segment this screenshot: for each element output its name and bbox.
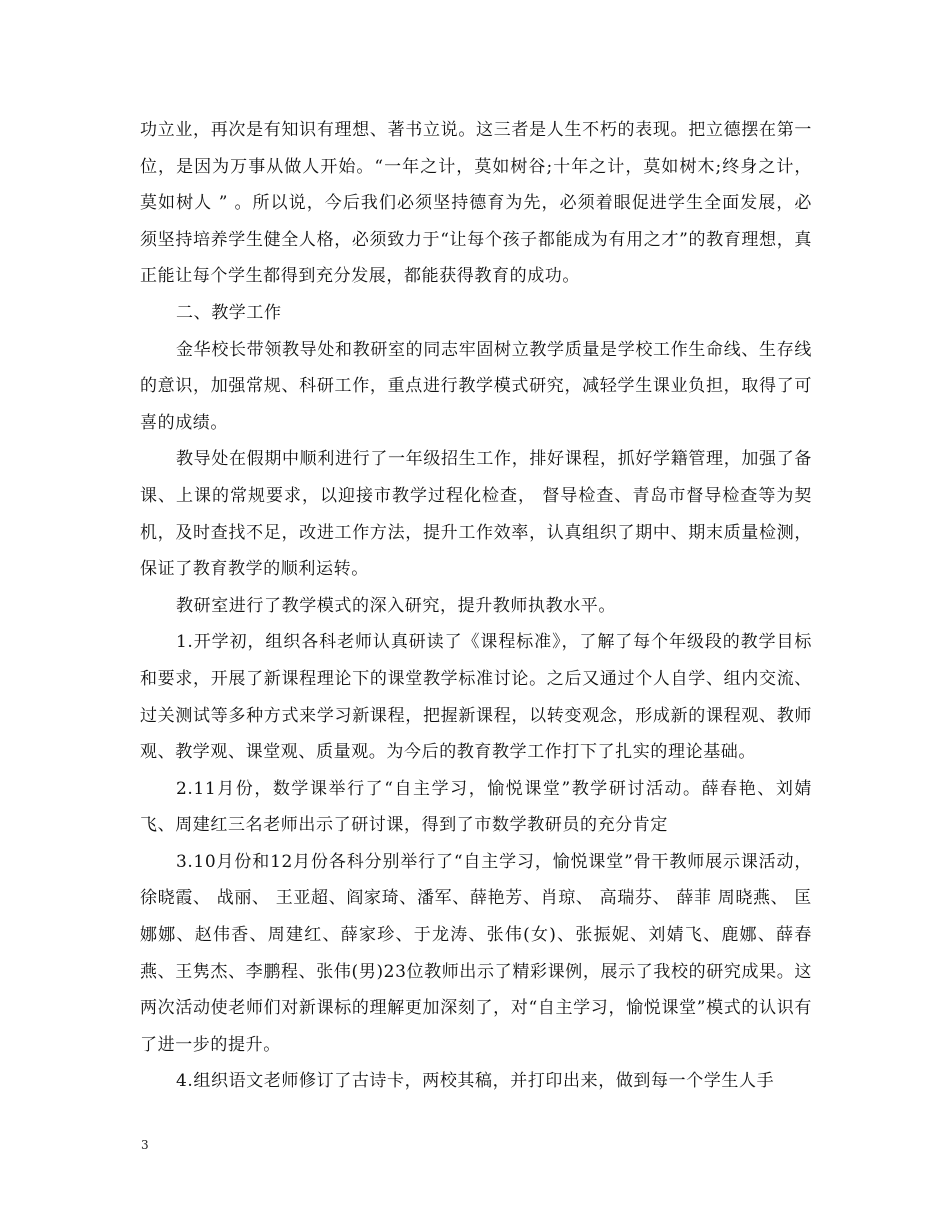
paragraph-1: 功立业，再次是有知识有理想、著书立说。这三者是人生不朽的表现。把立德摆在第一位，是因为万事从做人开始。“一年之计，莫如树谷;十年之计，莫如树木;终身之计，莫如树人 ” 。所以说，今后我们必须坚持德育为先，必须着眼促进学生全面发展，必须坚持培养学生健全人格，必须致力于“让每个孩子都能成为有用之才”的教育理想，真正能让每个学生都得到充分发展，都能获得教育的成功。 <box>140 120 812 287</box>
list-item-2: 2.11月份，数学课举行了“自主学习，愉悦课堂”教学研讨活动。薛春艳、刘婧飞、周建红三名老师出示了研讨课，得到了市数学教研员的充分肯定 <box>140 778 812 836</box>
list-item-4: 4.组织语文老师修订了古诗卡，两校其稿，并打印出来，做到每一个学生人手 <box>176 1071 775 1092</box>
section-heading-teaching-work: 二、教学工作 <box>176 302 282 323</box>
page-number: 3 <box>141 1138 149 1152</box>
paragraph-3: 金华校长带领教导处和教研室的同志牢固树立教学质量是学校工作生命线、生存线的意识，加强常规、科研工作，重点进行教学模式研究，减轻学生课业负担，取得了可喜的成绩。 <box>140 339 812 433</box>
paragraph-4: 教导处在假期中顺利进行了一年级招生工作，排好课程，抓好学籍管理，加强了备课、上课的常规要求，以迎接市教学过程化检查， 督导检查、青岛市督导检查等为契机，及时查找不足，改进工作方法，提升工作效率，认真组织了期中、期末质量检测，保证了教育教学的顺利运转。 <box>140 449 812 580</box>
document-body <box>140 112 812 1100</box>
list-item-3: 3.10月份和12月份各科分别举行了“自主学习，愉悦课堂”骨干教师展示课活动，徐晓霞、 战丽、 王亚超、阎家琦、潘军、薛艳芳、肖琼、 高瑞芬、 薛菲 周晓燕、 匡娜娜、赵伟香、周建红、薛家珍、于龙涛、张伟(女)、张振妮、刘婧飞、鹿娜、薛春燕、王隽杰、李鹏程、张伟(男)23位教师出示了精彩课例，展示了我校的研究成果。这两次活动使老师们对新课标的理解更加深刻了，对“自主学习，愉悦课堂”模式的认识有了进一步的提升。 <box>140 851 812 1055</box>
list-item-1: 1.开学初，组织各科老师认真研读了《课程标准》，了解了每个年级段的教学目标和要求，开展了新课程理论下的课堂教学标准讨论。之后又通过个人自学、组内交流、过关测试等多种方式来学习新课程，把握新课程，以转变观念，形成新的课程观、教师观、教学观、课堂观、质量观。为今后的教育教学工作打下了扎实的理论基础。 <box>140 632 812 763</box>
paragraph-5: 教研室进行了教学模式的深入研究，提升教师执教水平。 <box>176 595 616 616</box>
